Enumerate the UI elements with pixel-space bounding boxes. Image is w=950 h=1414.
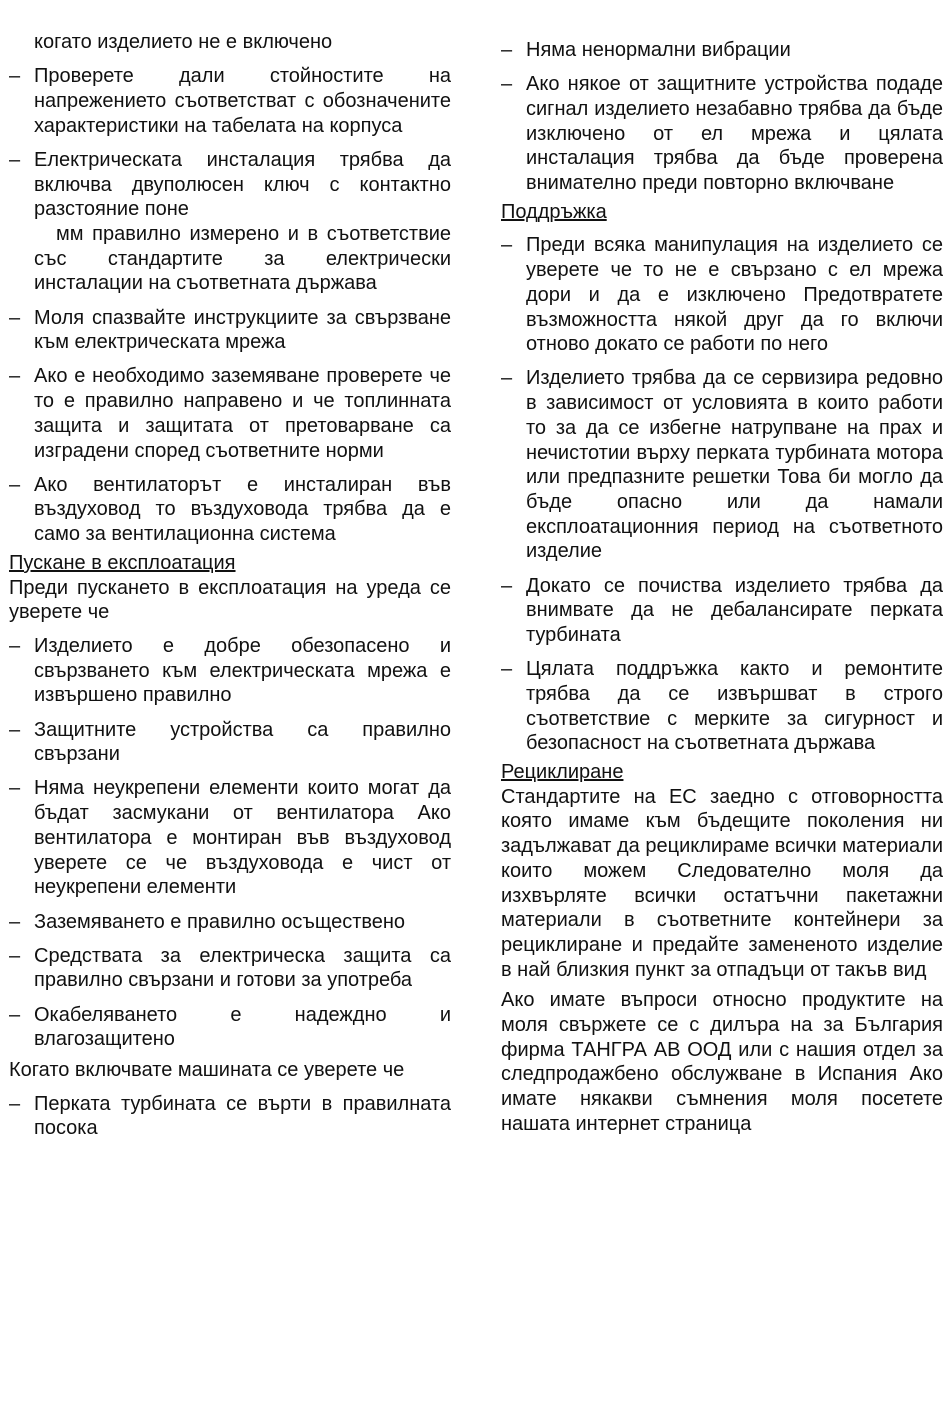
list-item: – Преди всяка манипулация на изделието се уверете че то не е свързано с ел мрежа дори и да е изключено Предотвратете възможността някой друг да го включи отново докато се работи по него [501, 234, 943, 356]
section-heading-start: Пускане в експлоатация [9, 551, 236, 574]
dash-bullet: – [9, 718, 21, 741]
item-continuation: мм правилно измерено и в съответствие със стандартите за електрически инсталации на съответната държава [34, 222, 451, 295]
dash-bullet: – [501, 234, 513, 257]
section-heading-recycling: Рециклиране [501, 760, 624, 783]
dash-bullet: – [501, 39, 513, 61]
recycling-text: Стандартите на ЕС заедно с отговорността която имаме към бъдещите поколения ни задължават да рециклираме всички материали които можем Следователно моля да изхвърляте всички остатъчни пакетажни материали в съответните контейнери за рециклиране и предайте замененото изделие в най близкия пункт за отпадъци от такъв вид [501, 785, 943, 981]
right-column [501, 38, 943, 1143]
dash-bullet: – [9, 365, 21, 388]
list-item: – Няма ненормални вибрации [501, 39, 791, 61]
list-item: – Цялата поддръжка както и ремонтите трябва да се извършват в строго съответствие с мерките за сигурност и безопасност на съответната държава [501, 658, 943, 755]
dash-bullet: – [9, 65, 21, 88]
dash-bullet: – [501, 658, 513, 681]
dash-bullet: – [501, 574, 513, 597]
list-item: – Ако е необходимо заземяване проверете че то е правилно направено и че топлинната защита и защитата от претоварване са изградени според съответните норми [9, 365, 451, 462]
list-item: – Ако вентилаторът е инсталиран във въздуховод то въздуховода трябва да е само за вентилационна система [9, 473, 451, 546]
list-item: – Проверете дали стойностите на напрежението съответстват с обозначените характеристики на табелата на корпуса [9, 65, 451, 137]
contact-text: Ако имате въпроси относно продуктите на моля свържете се с дилъра на за България фирма ТАНГРА АВ ООД или с нашия отдел за следпродажбено обслужване в Испания Ако имате някакви съмнения моля посетете нашата интернет страница [501, 989, 943, 1135]
left-column [9, 30, 451, 1151]
start-intro: Преди пускането в експлоатация на уреда се уверете че [9, 576, 451, 624]
dash-bullet: – [501, 367, 513, 390]
list-item: – Перката турбината се върти в правилната посока [9, 1092, 451, 1140]
dash-bullet: – [501, 73, 513, 96]
dash-bullet: – [9, 777, 21, 800]
list-item: – Средствата за електрическа защита са правилно свързани и готови за употреба [9, 944, 451, 992]
list-item: – Моля спазвайте инструкциите за свързване към електрическата мрежа [9, 306, 451, 354]
list-item: – Няма неукрепени елементи които могат да бъдат засмукани от вентилатора Ако вентилатора е монтиран във въздуховод уверете се че въздуховода е чист от неукрепени елементи [9, 777, 451, 899]
dash-bullet: – [9, 910, 21, 933]
list-item: – Електрическата инсталация трябва да включва двуполюсен ключ с контактно разстояние поне мм правилно измерено и в съответствие със стандартите за електрически инсталации на съответната държава [9, 148, 451, 295]
dash-bullet: – [9, 1092, 21, 1115]
dash-bullet: – [9, 1003, 21, 1026]
dash-bullet: – [9, 473, 21, 496]
section-heading-maintenance: Поддръжка [501, 200, 607, 223]
list-item: – Заземяването е правилно осъществено [9, 910, 406, 933]
list-item: – Докато се почиства изделието трябва да внимвате да не дебалансирате перката турбината [501, 574, 943, 646]
list-item: – Защитните устройства са правилно свързани [9, 718, 451, 766]
list-item: – Изделието е добре обезопасено и свързването към електрическата мрежа е извършено правилно [9, 634, 451, 707]
list-item: – Изделието трябва да се сервизира редовно в зависимост от условията в които работи то за да се избегне натрупване на прах и нечистотии върху перката турбината мотора или предпазните решетки Това би могло да бъде опасно или да намали експлоатационния период на съответното изделие [501, 367, 943, 563]
dash-bullet: – [9, 148, 21, 171]
switch-on-intro: Когато включвате машината се уверете че [9, 1059, 405, 1082]
intro-line: когато изделието не е включено [34, 31, 333, 53]
dash-bullet: – [9, 944, 21, 967]
list-item: – Ако някое от защитните устройства подаде сигнал изделието незабавно трябва да бъде изключено от ел мрежа и цялата инсталация трябва да бъде проверена внимателно преди повторно включване [501, 73, 943, 195]
dash-bullet: – [9, 634, 21, 657]
dash-bullet: – [9, 306, 21, 329]
list-item: – Окабеляването е надеждно и влагозащитено [9, 1003, 451, 1051]
